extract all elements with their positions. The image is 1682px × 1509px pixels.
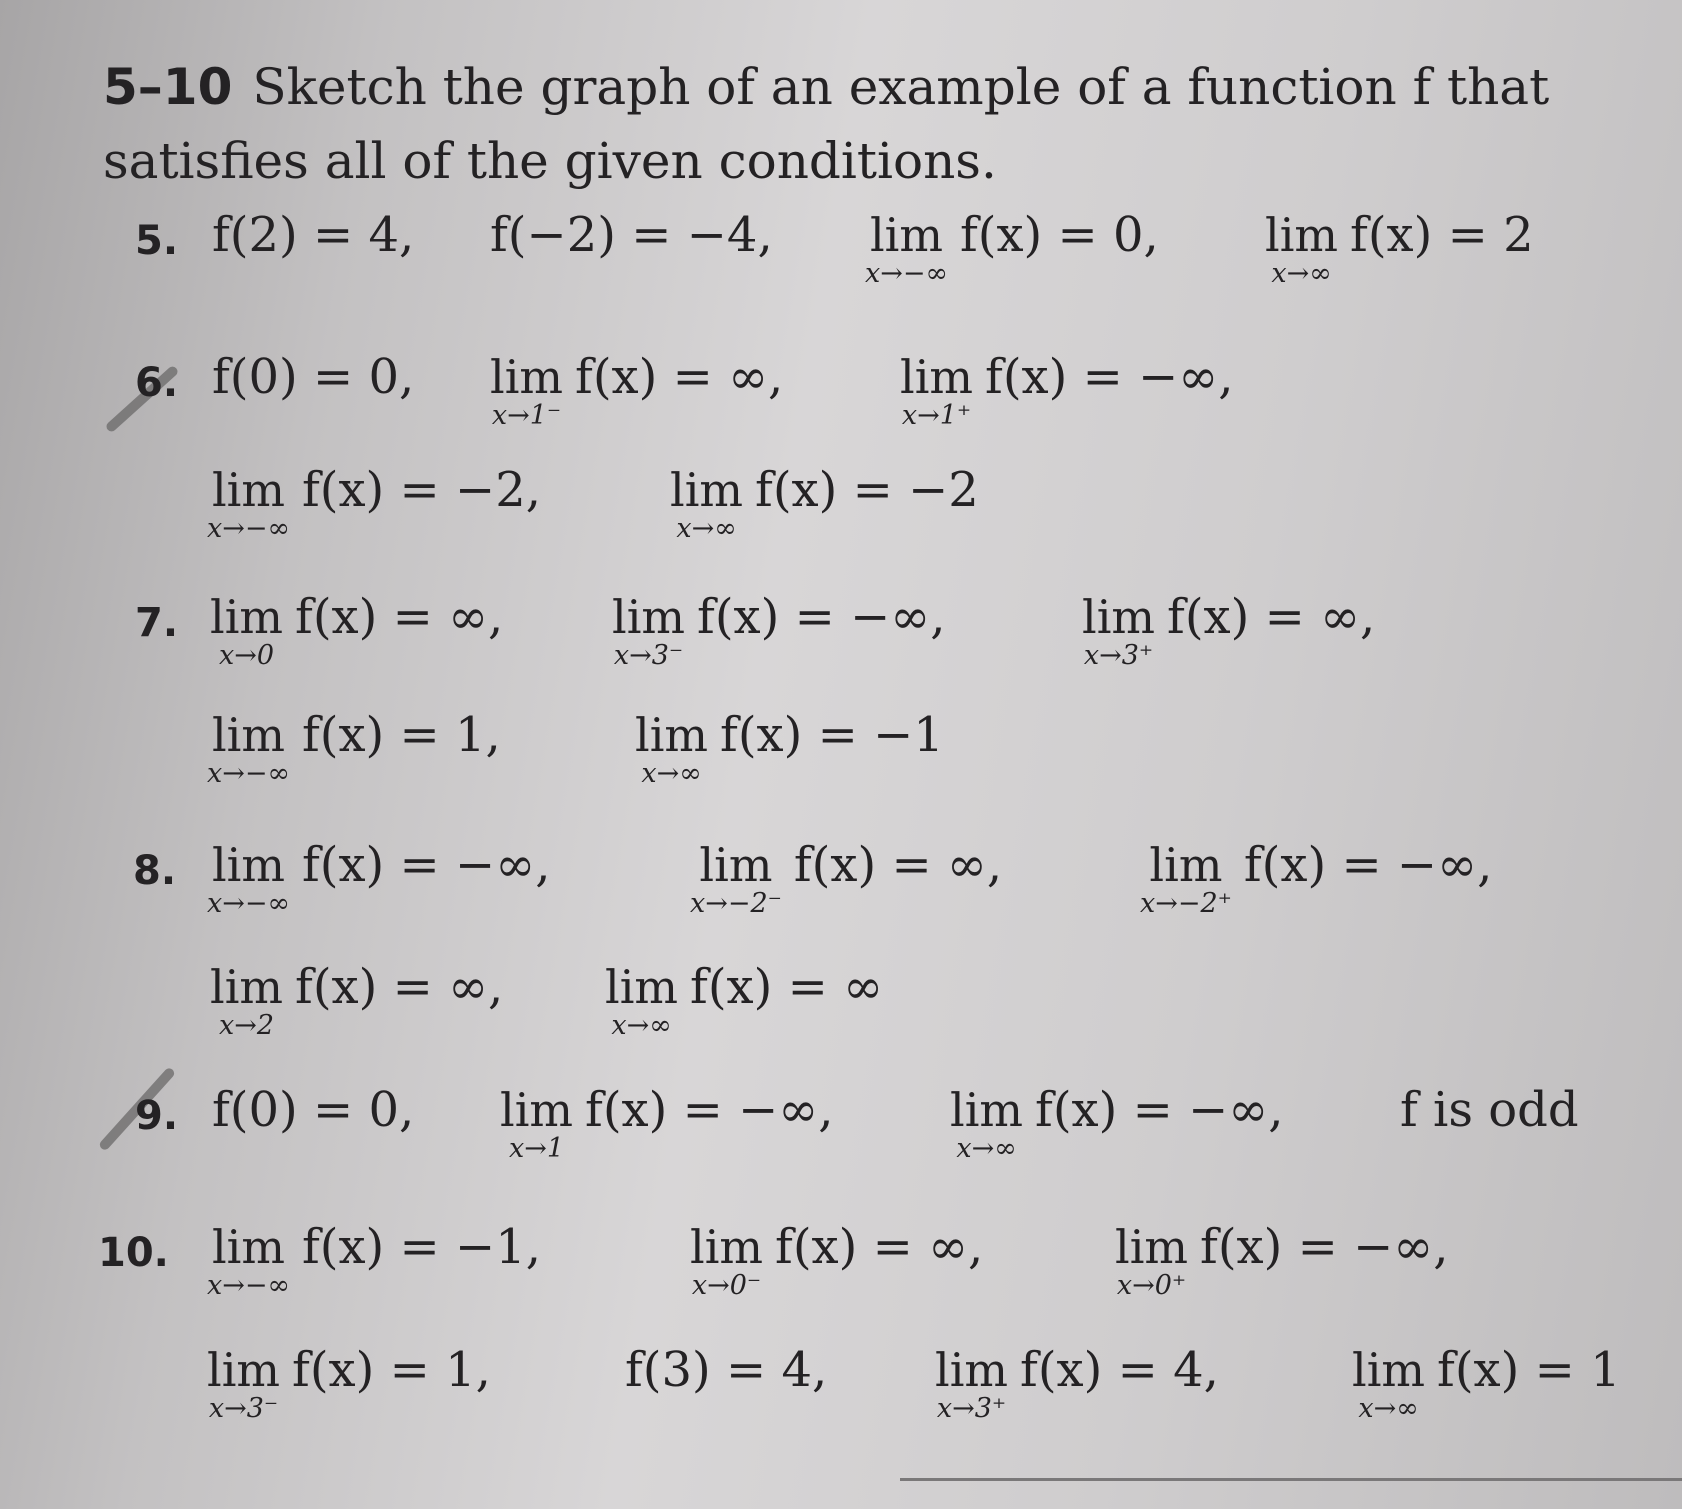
limit-condition [210,959,504,1041]
limit-operator [690,1222,763,1300]
lim-word: lim [900,350,974,404]
lim-word: lim [1082,590,1156,644]
math-expression: f(x) = −∞, [1243,837,1493,893]
math-expression: f(x) = 1, [301,707,501,763]
limit-operator [207,710,290,788]
limit-subscript: x→3⁺ [936,1393,1007,1424]
condition [625,1342,828,1401]
limit-condition [210,589,504,671]
limit-subscript: x→3⁻ [613,640,684,671]
limit-subscript: x→3⁺ [1083,640,1154,671]
limit-subscript: x→−∞ [207,758,290,789]
problem-number: 5. [135,218,179,264]
condition [212,1082,415,1141]
math-expression: f(x) = 0, [959,207,1159,263]
limit-subscript: x→−∞ [207,513,290,544]
math-expression: f(x) = ∞ [690,959,884,1015]
limit-subscript: x→−∞ [865,258,948,289]
condition [212,349,415,408]
lim-word: lim [211,463,285,517]
lim-word: lim [211,838,285,892]
lim-word: lim [1352,1343,1426,1397]
limit-subscript: x→1⁻ [491,400,562,431]
limit-subscript: x→∞ [1271,258,1332,289]
math-expression: f(0) = 0, [212,349,415,405]
limit-operator [207,1345,280,1423]
limit-condition [207,1219,542,1301]
limit-operator [605,962,678,1040]
limit-subscript: x→−∞ [207,1270,290,1301]
limit-condition [1352,1342,1621,1424]
limit-condition [605,959,884,1041]
lim-word: lim [612,590,686,644]
limit-operator [490,352,563,430]
limit-subscript: x→−2⁺ [1140,888,1232,919]
limit-condition [865,207,1159,289]
problem-number: 10. [98,1230,169,1276]
math-expression: f(0) = 0, [212,1082,415,1138]
limit-subscript: x→∞ [956,1133,1017,1164]
limit-operator [900,352,973,430]
limit-condition [900,349,1234,431]
limit-operator [935,1345,1008,1423]
limit-operator [1140,840,1232,918]
lim-word: lim [605,960,679,1014]
limit-operator [207,1222,290,1300]
math-expression: f(x) = 2 [1350,207,1534,263]
limit-condition [635,707,944,789]
limit-condition [690,837,1003,919]
math-expression: f(x) = ∞, [575,349,784,405]
lim-word: lim [500,1083,574,1137]
limit-operator [1082,592,1155,670]
limit-condition [207,1342,491,1424]
limit-subscript: x→−∞ [207,888,290,919]
limit-operator [670,465,743,543]
exercise-instructions: Sketch the graph of an example of a function f that satisfies all of the given conditions. [103,58,1550,190]
page-edge-line [900,1478,1682,1481]
math-expression: f(2) = 4, [212,207,415,263]
lim-word: lim [869,208,943,262]
limit-operator [612,592,685,670]
math-expression: f(x) = −1, [301,1219,542,1275]
limit-operator [865,210,948,288]
limit-condition [500,1082,834,1164]
limit-condition [935,1342,1219,1424]
limit-condition [207,462,542,544]
math-expression: f is odd [1400,1082,1579,1138]
math-expression: f(x) = −∞, [301,837,551,893]
math-expression: f(x) = −∞, [1200,1219,1449,1275]
limit-subscript: x→0⁻ [691,1270,762,1301]
limit-subscript: x→1⁺ [901,400,972,431]
math-expression: f(3) = 4, [625,1342,828,1398]
limit-operator [1352,1345,1425,1423]
condition [212,207,415,266]
limit-condition [207,707,501,789]
limit-operator [207,465,290,543]
lim-word: lim [490,350,564,404]
math-expression: f(x) = 1, [292,1342,491,1398]
math-expression: f(x) = −2 [755,462,979,518]
limit-subscript: x→0⁺ [1116,1270,1187,1301]
lim-word: lim [935,1343,1009,1397]
limit-subscript: x→3⁻ [208,1393,279,1424]
lim-word: lim [1115,1220,1189,1274]
math-expression: f(x) = ∞, [1167,589,1376,645]
limit-subscript: x→2 [219,1010,275,1041]
math-expression: f(x) = −∞, [697,589,946,645]
condition [490,207,773,266]
limit-subscript: x→−2⁻ [690,888,782,919]
limit-condition [1082,589,1376,671]
limit-condition [690,1219,984,1301]
lim-word: lim [690,1220,764,1274]
lim-word: lim [207,1343,281,1397]
lim-word: lim [210,590,284,644]
math-expression: f(x) = ∞, [775,1219,984,1275]
limit-condition [207,837,551,919]
lim-word: lim [950,1083,1024,1137]
limit-condition [1140,837,1493,919]
limit-operator [950,1085,1023,1163]
limit-subscript: x→∞ [641,758,702,789]
math-expression: f(x) = 4, [1020,1342,1219,1398]
lim-word: lim [1149,838,1223,892]
math-expression: f(x) = −∞, [1035,1082,1284,1138]
math-expression: f(x) = ∞, [295,589,504,645]
limit-condition [1265,207,1534,289]
limit-operator [635,710,708,788]
limit-condition [490,349,784,431]
limit-condition [1115,1219,1449,1301]
limit-condition [670,462,979,544]
lim-word: lim [211,1220,285,1274]
limit-subscript: x→∞ [676,513,737,544]
math-expression: f(x) = −2, [301,462,542,518]
lim-word: lim [1265,208,1339,262]
math-expression: f(x) = ∞, [793,837,1003,893]
limit-operator [207,840,290,918]
lim-word: lim [670,463,744,517]
problem-number: 9. [135,1093,179,1139]
exercise-range: 5–10 [103,58,233,116]
problem-number: 7. [135,600,179,646]
math-expression: f(x) = −∞, [985,349,1234,405]
condition [1400,1082,1579,1141]
limit-operator [500,1085,573,1163]
problem-number: 6. [135,360,179,406]
limit-condition [950,1082,1284,1164]
limit-operator [690,840,782,918]
math-expression: f(−2) = −4, [490,207,773,263]
limit-subscript: x→0 [219,640,275,671]
lim-word: lim [211,708,285,762]
exercise-heading [103,50,1603,198]
lim-word: lim [699,838,773,892]
math-expression: f(x) = 1 [1437,1342,1621,1398]
limit-operator [210,592,283,670]
limit-subscript: x→∞ [611,1010,672,1041]
math-expression: f(x) = −1 [720,707,944,763]
limit-subscript: x→1 [509,1133,565,1164]
problem-number: 8. [133,848,177,894]
lim-word: lim [210,960,284,1014]
limit-operator [210,962,283,1040]
math-expression: f(x) = −∞, [585,1082,834,1138]
math-expression: f(x) = ∞, [295,959,504,1015]
limit-operator [1115,1222,1188,1300]
limit-operator [1265,210,1338,288]
limit-condition [612,589,946,671]
limit-subscript: x→∞ [1358,1393,1419,1424]
lim-word: lim [635,708,709,762]
